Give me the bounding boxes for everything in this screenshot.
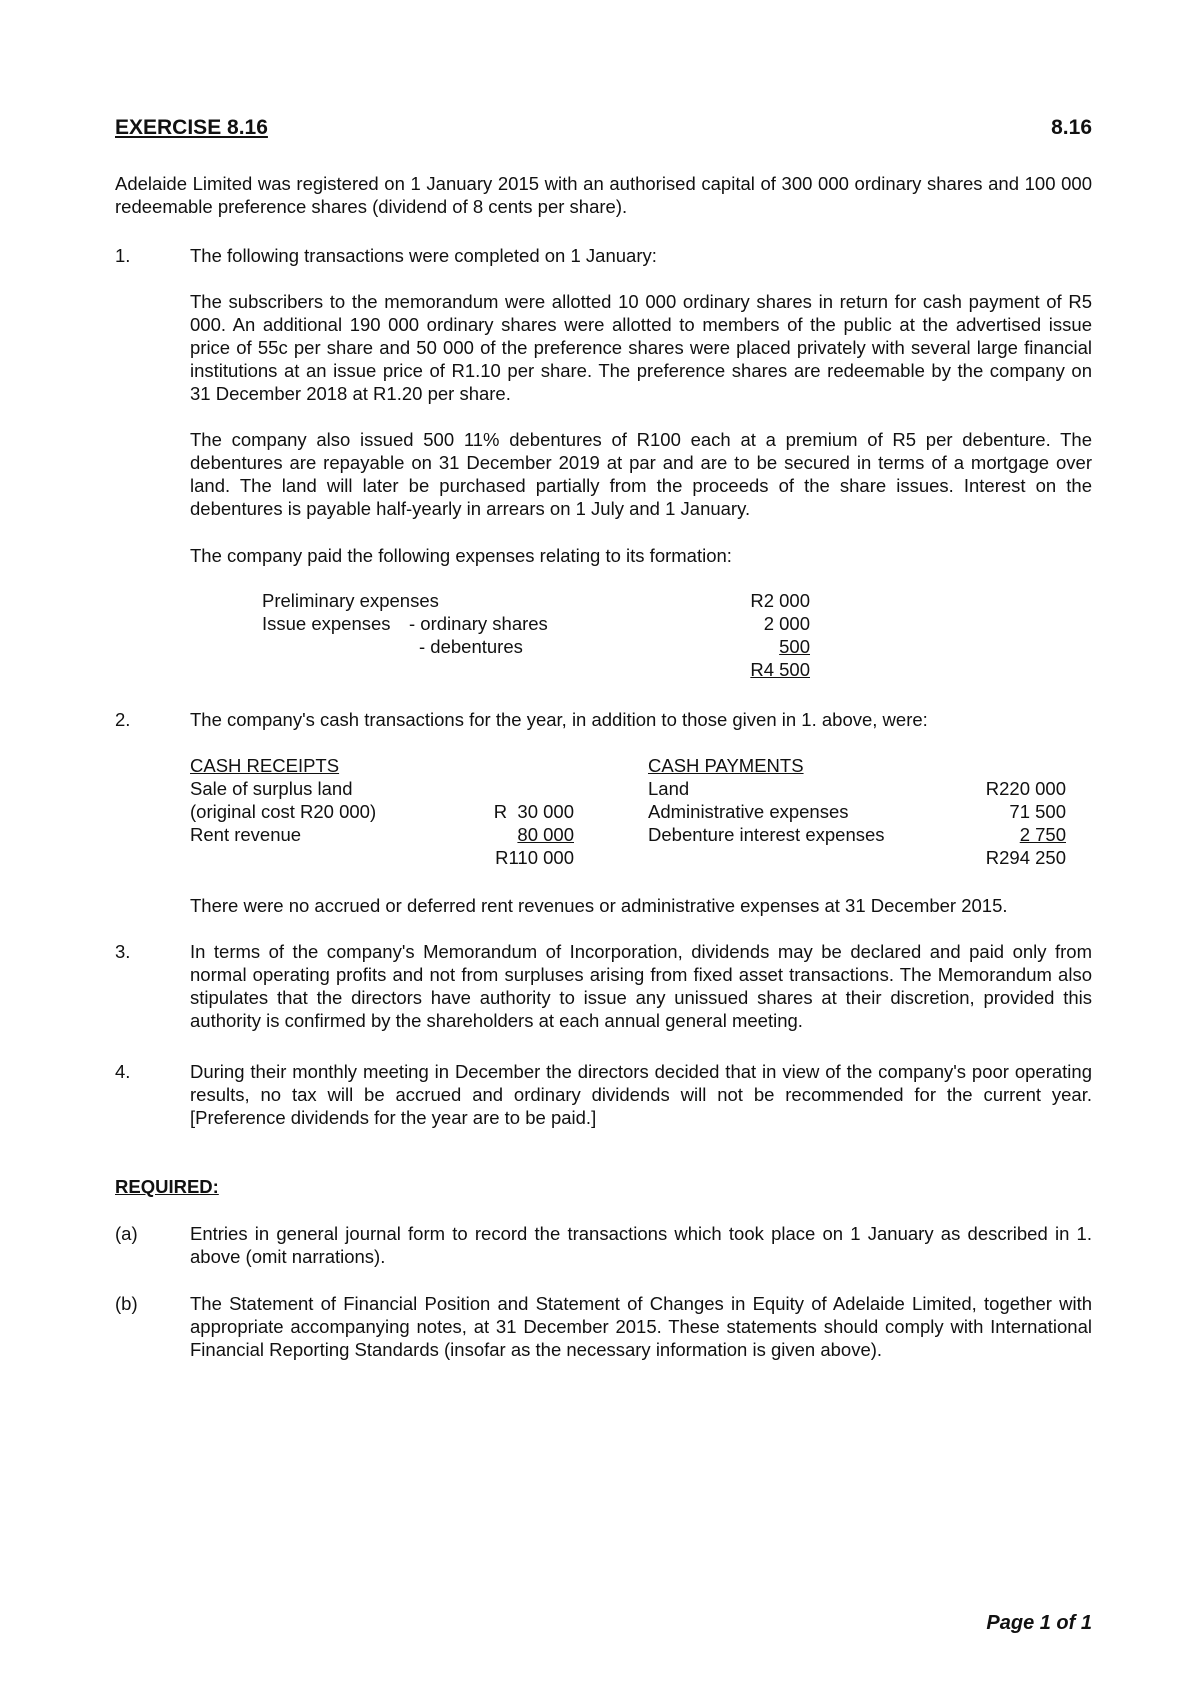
debentures-amount: 500 bbox=[779, 636, 810, 657]
cash-receipts-heading: CASH RECEIPTS bbox=[190, 755, 340, 776]
land-payment-amount: R220 000 bbox=[985, 778, 1066, 799]
item-3-text: In terms of the company's Memorandum of Incorporation, dividends may be declared and paid only from normal operating profits and not from surpluses arising from fixed asset transactions. The Memorandum also stipulates that the directors have authority to issue any unissued shares at their discretion, provided this authority is confirmed by the shareholders at each annual general meeting. bbox=[190, 941, 1092, 1031]
ordinary-shares-label: - ordinary shares bbox=[409, 613, 548, 634]
cash-receipts-total: R110 000 bbox=[495, 847, 574, 868]
formation-expenses-table bbox=[262, 589, 810, 681]
sale-of-land-amount: R 30 000 bbox=[493, 801, 574, 822]
page-header bbox=[115, 116, 1092, 139]
page-number: Page 1 of 1 bbox=[986, 1612, 1092, 1634]
required-heading: REQUIRED: bbox=[115, 1176, 219, 1197]
exercise-number: 8.16 bbox=[1051, 116, 1092, 139]
admin-expenses-amount: 71 500 bbox=[1009, 801, 1066, 822]
debenture-interest-amount: 2 750 bbox=[1019, 824, 1066, 845]
intro-paragraph: Adelaide Limited was registered on 1 January 2015 with an authorised capital of 300 000 ordinary shares and 100 000 redeemable preference shares (dividend of 8 cents per share). bbox=[115, 173, 1092, 217]
required-b-text: The Statement of Financial Position and Statement of Changes in Equity of Adelaide Limited, together with appropriate accompanying notes, at 31 December 2015. These statements should comply with International Financial Reporting Standards (insofar as the necessary information is given above). bbox=[190, 1293, 1092, 1360]
item-4-text: During their monthly meeting in December the directors decided that in view of the company's poor operating results, no tax will be accrued and ordinary dividends will not be recommended for the current year. [Preference dividends for the year are to be paid.] bbox=[190, 1061, 1092, 1128]
sale-of-land-label: Sale of surplus land bbox=[190, 778, 353, 799]
exercise-title: EXERCISE 8.16 bbox=[115, 116, 268, 139]
item-1-lead: The following transactions were completed on 1 January: bbox=[190, 245, 657, 266]
ordinary-shares-amount: 2 000 bbox=[763, 613, 810, 634]
required-b-label: (b) bbox=[115, 1293, 138, 1314]
item-3-number: 3. bbox=[115, 941, 131, 962]
item-2-number: 2. bbox=[115, 709, 131, 730]
cash-payments-total: R294 250 bbox=[985, 847, 1066, 868]
formation-expenses-total: R4 500 bbox=[750, 659, 810, 680]
land-original-cost-note: (original cost R20 000) bbox=[190, 801, 377, 822]
item-4-number: 4. bbox=[115, 1061, 131, 1082]
rent-revenue-amount: 80 000 bbox=[517, 824, 574, 845]
preliminary-expenses-amount: R2 000 bbox=[750, 590, 810, 611]
preliminary-expenses-label: Preliminary expenses bbox=[262, 590, 439, 611]
debentures-label: - debentures bbox=[419, 636, 523, 657]
item-2-note: There were no accrued or deferred rent revenues or administrative expenses at 31 December 2015. bbox=[190, 895, 1008, 916]
required-a-label: (a) bbox=[115, 1223, 138, 1244]
item-1-paragraph-2: The company also issued 500 11% debentures of R100 each at a premium of R5 per debenture. The debentures are repayable on 31 December 2019 at par and are to be secured in terms of a mortgage over land. The land will later be purchased partially from the proceeds of the share issues. Interest on the debentures is payable half-yearly in arrears on 1 July and 1 January. bbox=[190, 429, 1092, 519]
debenture-interest-label: Debenture interest expenses bbox=[648, 824, 885, 845]
item-2-lead: The company's cash transactions for the year, in addition to those given in 1. above, were: bbox=[190, 709, 928, 730]
cash-transactions-table bbox=[190, 754, 1066, 869]
rent-revenue-label: Rent revenue bbox=[190, 824, 302, 845]
required-a-text: Entries in general journal form to record the transactions which took place on 1 January as described in 1. above (omit narrations). bbox=[190, 1223, 1092, 1267]
item-1-paragraph-3: The company paid the following expenses relating to its formation: bbox=[190, 545, 732, 566]
admin-expenses-label: Administrative expenses bbox=[648, 801, 849, 822]
item-1-paragraph-1: The subscribers to the memorandum were allotted 10 000 ordinary shares in return for cash payment of R5 000. An additional 190 000 ordinary shares were allotted to members of the public at the advertised issue price of 55c per share and 50 000 of the preference shares were placed privately with several large financial institutions at an issue price of R1.10 per share. The preference shares are redeemable by the company on 31 December 2018 at R1.20 per share. bbox=[190, 291, 1092, 404]
land-payment-label: Land bbox=[648, 778, 690, 799]
item-1-number: 1. bbox=[115, 245, 131, 266]
issue-expenses-label: Issue expenses bbox=[262, 613, 391, 634]
cash-payments-heading: CASH PAYMENTS bbox=[648, 755, 804, 776]
